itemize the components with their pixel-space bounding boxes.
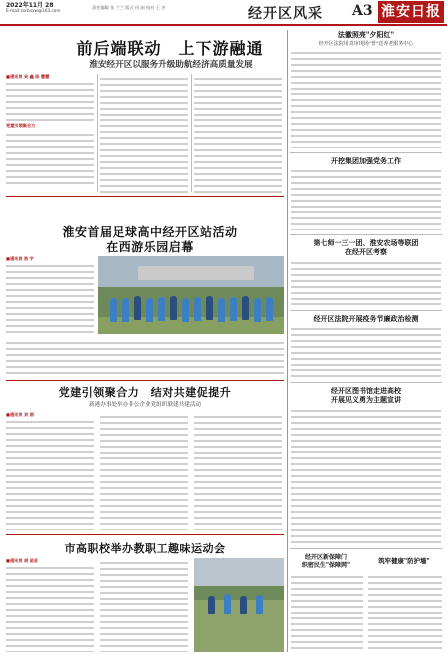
right-story-5-title: 经开区图书馆走进高校 <box>331 386 401 395</box>
lead-section-heading: 党建引领聚合力 <box>6 123 36 129</box>
issue-date: 2022年11月 28 <box>6 2 54 9</box>
lead-byline: ■通讯员 吴 鑫 陈 慧慧 <box>6 74 50 79</box>
school-story-byline: ■通讯员 胡 苗苗 <box>6 558 38 563</box>
school-story-title: 市高职校举办教职工趣味运动会 <box>64 542 226 555</box>
lead-column-1 <box>6 74 94 194</box>
school-column-2 <box>100 558 188 652</box>
right-story-7-body <box>368 572 442 652</box>
right-story-6-title-line2: 织密民生"保障网" <box>301 562 351 569</box>
editor-credits: 责任编辑 张 兰兰 版式 何 刚 校对 王 杰 <box>92 5 166 10</box>
party-column-2 <box>100 412 188 530</box>
right-story-1-body <box>291 48 441 148</box>
right-story-3-title-line2: 在经开区考察 <box>345 247 387 256</box>
school-column-1 <box>6 558 94 652</box>
sports-photo <box>194 558 284 652</box>
party-column-3 <box>194 412 282 530</box>
photo-story-title-line2: 在西游乐园启幕 <box>106 240 194 254</box>
newspaper-logo: 淮安日报 <box>378 1 444 23</box>
party-story-title: 党建引领聚合力 结对共建促提升 <box>58 386 232 399</box>
lead-subheadline: 淮安经开区以服务升级助航经济高质量发展 <box>89 60 253 70</box>
right-story-5-body <box>291 406 441 544</box>
right-story-5-title-line2: 开展见义勇为主题宣讲 <box>331 395 401 404</box>
photo-story-body <box>6 338 284 378</box>
party-story-subtitle: 新港办事处举办非公企业党组织联建共建活动 <box>89 402 201 408</box>
right-story-7-title: 筑牢健康"防护墙" <box>378 557 430 565</box>
right-story-3-title: 第七师一三一团、淮安农场等联团 <box>313 238 419 247</box>
right-story-1-subtitle: 经开区法院用真审现场"普"送养老服务中心 <box>318 41 414 47</box>
lead-column-3 <box>194 74 282 194</box>
right-story-3-body <box>291 258 441 306</box>
section-name: 经开区风采 <box>248 6 323 22</box>
masthead <box>0 0 447 26</box>
lead-headline: 前后端联动 上下游融通 <box>76 39 264 58</box>
right-story-4-title: 经开区法院开展疫务节廉政治检测 <box>313 314 419 323</box>
page-number: A3 <box>352 3 373 19</box>
photo-story-text <box>6 256 94 334</box>
party-column-1 <box>6 412 94 530</box>
right-story-1-title: 法徽照亮"夕阳红" <box>337 30 395 39</box>
photo-story-byline: ■通讯员 浩 宇 <box>6 256 34 261</box>
team-photo <box>98 256 284 334</box>
right-story-2-body <box>291 166 441 230</box>
edition-email: E-mail:zxrbxxw@163.com <box>6 8 61 14</box>
party-story-byline: ■通讯员 刘 丽 <box>6 412 34 417</box>
right-story-6-title: 经开区新保障门 <box>304 554 347 561</box>
right-story-4-body <box>291 324 441 378</box>
right-story-6-body <box>291 572 363 652</box>
right-story-2-title: 开挖集团加强党务工作 <box>331 156 401 165</box>
lead-column-2 <box>100 74 188 194</box>
photo-story-title: 淮安首届足球高中经开区站活动 <box>62 225 238 239</box>
masthead-dateline <box>6 3 60 14</box>
